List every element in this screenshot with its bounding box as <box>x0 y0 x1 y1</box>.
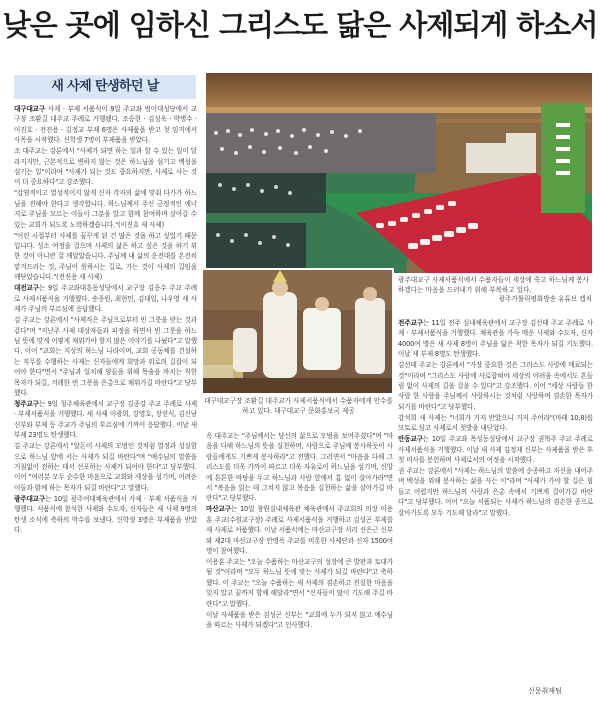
ordination-ceremony-photo <box>206 73 592 273</box>
paragraph: 마산교구는 10일 창원실내체육관 체육관에서 주교회의 의장 이용훈 주교(수원교구장) 주례로 사제서품식을 거행하고 김성곤 부제를 새 사제로 서품했다. 이날 서품식에는 마산교구장 서리 신은근 신부와 제2대 마산교구장 안명옥 주교를 비롯한 사제단과 신자 1500여 명이 참여했다. <box>206 505 393 556</box>
paragraph: 권 주교는 강론에서 "사제는 하느님의 말씀에 순종하고 자신을 내어주며 백성을 위해 봉사하는 삶을 사는 이"라며 "사제가 가야 할 길은 힘들고 어렵지만 하느님의 사랑과 은총 속에서 기쁘게 걸어가길 바란다"고 당부했다. 이어 "오늘 서품되는 사제가 하느님의 겸손한 종으로 살아가도록 모두 기도해 달라"고 말했다. <box>398 467 593 517</box>
paragraph: 김선태 주교는 강론에서 "가장 중요한 것은 그리스도 사랑에 매료되는 것"이라며 "그리스도 사랑에 사로잡혀야 세상의 어려움 속에서도 흔들림 없이 사제의 길을 걸을 수 있다"고 강조했다. 이어 "세상 사람들 한 사람 한 사람을 주님께서 사랑하시는 것처럼 사랑하며 겸손한 목자가 되기를 바란다"고 당부했다. <box>398 361 593 411</box>
article-column-2 <box>206 431 393 697</box>
article-column-3 <box>398 318 593 688</box>
paragraph: "감염적이고 열성적이지 않게 신자 각자의 삶에 맞춰 다가가 하느님을 전해야 한다고 생각합니다. 하느님께서 주신 긍정적인 에너지로 주님을 모르는 이들이 그분을 알고 함께 참여하며 살아갈 수 있는 교회가 되도록 노력하겠습니다."(이진호 새 사제) <box>14 189 197 229</box>
paragraph: 김 주교는 강론에서 "알돈이 사제의 모범인 것처럼 열정과 성실함으로 하느님 앞에 서는 사제가 되길 바란다"며 "예수님의 말씀을 거침없이 전하는 데서 선포하는 사제가 되어야 한다"고 당부했다. 이어 "여러분 모두 순수한 마음으로 교회와 세상을 섬기며, 어려운 이들과 함께 하는 목자가 되길 바란다"고 말했다. <box>14 442 197 492</box>
small-photo-caption: 대구대교구장 조환길 대주교가 사제서품식에서 수품자에게 안수를 하고 있다. 대구대교구 문화홍보국 제공 <box>201 395 396 425</box>
paragraph: 대전교구는 9일 주교좌대흥동성당에서 교구장 김종수 주교 주례로 사제서품식을 거행했다. 송종원, 최현민, 김대일, 나우영 새 사제가 주님의 부르심에 응답했다. <box>14 284 197 314</box>
paragraph: 강석희 새 사제는 "너희가 거저 받았으니 거저 주어라"(마태 10,8)를 모토로 삼고 사제로서 첫발을 내딛었다. <box>398 413 593 433</box>
paragraph: 대구대교구 사제 · 부제 서품식이 9일 주교좌 범어대성당에서 교구장 조환길 대주교 주례로 거행됐다. 조승현 · 김성욱 · 박병수 · 이진호 · 전진용 · 김정교 부제 6명은 사제품을 받고 첫 임지에서 사목을 시작했다. 신학생 7명이 부제품을 받았다. <box>14 105 197 145</box>
article-column-1 <box>14 104 197 694</box>
headline: 낮은 곳에 임하신 그리스도 닮은 사제되게 하소서 <box>2 8 598 42</box>
paragraph: "어린 시절부터 사제를 꿈꾸게 된 건 많은 것을 하고 싶었기 때문입니다. 성소 여정을 걸으며 사제의 삶은 하고 싶은 것을 하기 위한 것이 아니란 걸 깨달았습니다. 주님께 내 삶의 운전대를 온전히 맡겨드리는 것, 주님이 원하시는 길로, 가는 것이 사제의 길임을 깨닫았습니다."(전진용 새 사제) <box>14 231 197 282</box>
paragraph: 조 대주교는 강론에서 "사제가 되면 하는 일과 할 수 있는 일이 달라지지만, 근본적으로 변하지 않는 것은 하느님을 섬기고 백성을 섬기는 일"이라며 "사제가 되는 것도 중요하지만, 사제로 사는 것이 더 중요하다"고 강조했다. <box>14 147 197 187</box>
paragraph: 청주교구는 9일 청주체육관에서 교구장 김종강 주교 주례로 사제 · 부제서품식을 거행했다. 새 사제 이광희, 강영호, 장선식, 김신남 신부와 부제 등 주교가 주님의 부르심에 기꺼이 응답했다. 이날 새 부제 23명도 탄생했다. <box>14 399 197 440</box>
paragraph: 옥 대주교는 "주님께서는 당신의 삶으로 모범을 보여주셨다"며 "마음을 다해 하느님의 뜻을 실천하며, 사람으로 주님께 봉사하듯이 사람들에게도 기쁘게 봉사하라"고 전했다. 그러면서 "마음을 다해 그리스도를 더욱 가까이 따르고 더욱 자유로이 하느님을 섬기며, 신앙에 튼튼한 바탕을 두고 하느님과 사람 앞에서 흠 없이 살아가라"면서 "복음을 읽는 데 그치지 않고 복음을 실천하는 삶을 살아가길 바란다"고 당부했다. <box>206 432 393 503</box>
laying-of-hands-photo <box>201 268 394 395</box>
end-credit: 신문취재팀 <box>528 687 562 695</box>
paragraph: 전주교구는 11일 전주 실내체육관에서 교구장 김선태 주교 주례로 사제 · 부제서품식을 거행했다. 체육관을 가득 메운 사제와 수도자, 신자 4000여 명은 새 사제 8명이 주님을 닮은 착한 목자가 되길 기도했다. 이날 새 부제 8명도 탄생했다. <box>398 319 593 359</box>
photo-credit: 광주가톨릭평화방송 유튜브 캡처 <box>498 295 592 304</box>
paragraph: 김 주교는 강론에서 "사제직은 주님으로부터 빈 그릇을 받는 것과 같다"며 "지난주 사제 대상자들과 피정을 하면서 빈 그릇을 하느님 뜻에 맞게 어떻게 채워가야 할지 많은 이야기를 나눴다"고 말했다. 이어 "교회는 지상의 하느님 나라이며, 교회 공동체를 건설하는 직무를 수행하는 사제는 신자들에게 희망과 위로의 길잡이 되어야 한다"면서 "주님과 일치해 양들을 위해 목숨을 바치는 착한 목자가 되길, 겨레한 빈 그릇을 은총으로 채워가길 바란다"고 당부했다. <box>14 316 197 397</box>
paragraph: 안동교구는 10일 주교좌 목성동성당에서 교구장 권혁주 주교 주례로 사제서품식을 거행했다. 이날 새 사제 김정재 신부는 사제품을 받은 후 첫 미사를 봉헌하며 사제로서의 여정을 시작했다. <box>398 435 593 465</box>
paragraph: 이용훈 주교는 "오늘 수품하는 마산교구의 성장에 큰 발판과 토대가 될 것"이라며 "모두 하느님 뜻에 맞는 사제가 되길 바란다"고 축하했다. 이 주교는 "오늘 수품하는 새 사제의 겸손하고 진실한 마음을 잊지 말고 끝까지 함께 해달라"면서 "신자들이 많이 기도해 주길 바란다"고 말했다. <box>206 558 393 608</box>
paragraph: 광주대교구는 10일 광주여대체육관에서 사제 · 부제 서품식을 거행했다. 서품식에 참석한 사제와 수도자, 신자들은 새 사제 9명의 탄생 소식에 축하의 박수를 보냈다. 신학생 3명은 부제품을 받았다. <box>14 494 197 534</box>
subheading: 새 사제 탄생하던 날 <box>14 75 196 99</box>
main-photo-caption: 광주대교구 사제서품식에서 수품자들이 세상에 죽고 하느님께 봉사하겠다는 마음을 드러내기 위해 부복하고 있다. 광주가톨릭평화방송 유튜브 캡처 <box>398 276 592 304</box>
paragraph: 이날 사제품을 받은 김성곤 신부는 "교회에 누가 되지 않고 예수님을 따르는 사제가 되겠다"고 인사했다. <box>206 610 393 630</box>
